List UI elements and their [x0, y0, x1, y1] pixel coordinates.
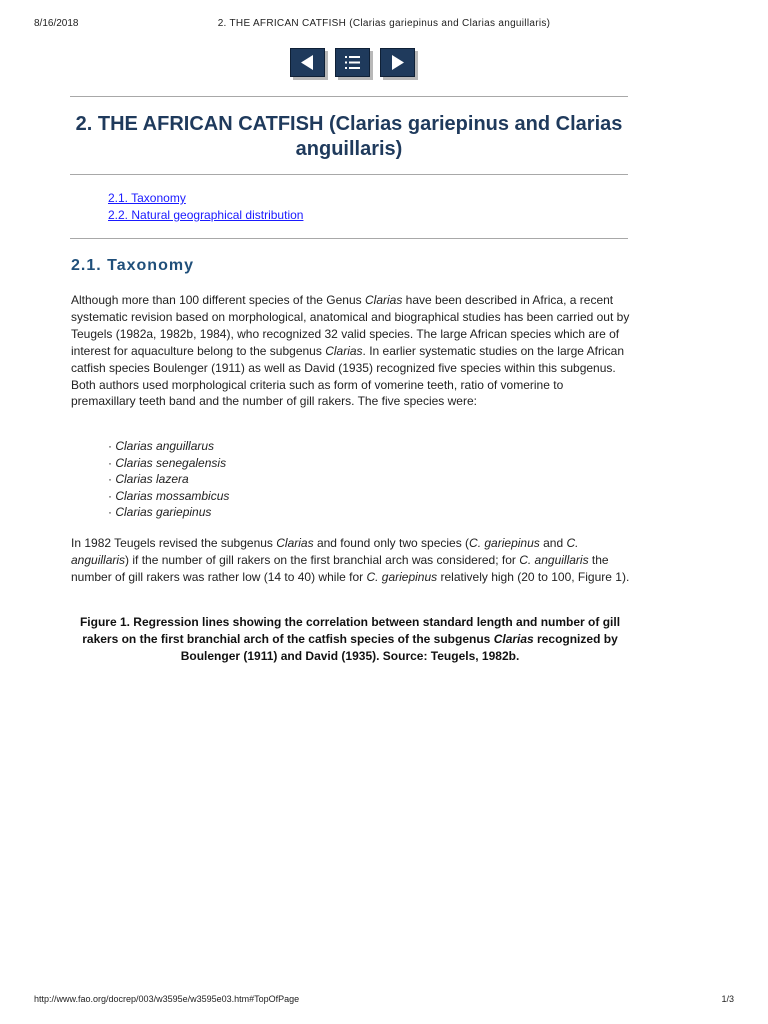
species-name: C. gariepinus	[366, 569, 438, 584]
bullet-icon: ·	[108, 472, 112, 486]
page-title: 2. THE AFRICAN CATFISH (Clarias gariepinus and Clarias anguillaris)	[75, 113, 623, 160]
list-item	[108, 455, 229, 472]
print-date: 8/16/2018	[34, 18, 79, 29]
section-heading: 2.1. Taxonomy	[71, 257, 194, 274]
text-run: and found only two species (	[313, 536, 470, 550]
genus-name: Clarias	[276, 536, 314, 550]
print-footer	[34, 994, 734, 1008]
text-run: relatively high (20 to 100, Figure 1).	[437, 569, 630, 584]
next-arrow-icon	[381, 49, 414, 76]
genus-name: Clarias	[493, 632, 534, 646]
species-name: C. anguillaris	[519, 552, 589, 567]
text-run: have been described in Africa, a recent systematic revision based on morphological, anatomical and biographical studies has been carried out by Teugels (1982a, 1982b, 1984), who recognized 32 valid species. The large African species which are of interest for aquaculture belong to the subgenus	[71, 293, 630, 358]
bullet-icon: ·	[108, 505, 112, 519]
species-name: Clarias mossambicus	[115, 488, 230, 503]
species-list	[108, 438, 229, 521]
nav-buttons	[290, 48, 414, 78]
table-of-contents-icon	[336, 49, 369, 76]
figure-caption	[76, 614, 624, 665]
text-run: the number of gill rakers was rather low (14 to 40) while for	[71, 552, 609, 584]
list-item	[108, 504, 229, 521]
species-name: Clarias gariepinus	[115, 505, 212, 519]
genus-name: Clarias	[364, 293, 403, 307]
divider	[70, 238, 628, 239]
toc-link-taxonomy[interactable]: 2.1. Taxonomy	[108, 191, 186, 205]
list-item	[108, 488, 229, 505]
bullet-icon: ·	[108, 455, 112, 470]
table-of-contents	[108, 190, 303, 224]
species-name: C. anguillaris	[71, 536, 579, 567]
revision-paragraph	[71, 535, 631, 586]
list-item	[108, 438, 229, 455]
text-run: . In earlier systematic studies on the large African catfish species Boulenger (1911) as well as David (1935) recognized five species within this subgenus. Both authors used morphological criteria such as form of vomerine teeth, ratio of vomerine to premaxillary teeth band and the number of gill rakers. The five species were:	[71, 343, 624, 409]
text-run: recognized by Boulenger (1911) and David (1935). Source: Teugels, 1982b.	[180, 632, 618, 663]
next-page-button[interactable]	[380, 48, 415, 77]
bullet-icon: ·	[108, 439, 112, 453]
divider	[70, 96, 628, 97]
text-run: ) if the number of gill rakers on the first branchial arch was considered; for	[125, 552, 520, 567]
text-run: In 1982 Teugels revised the subgenus	[71, 536, 277, 550]
taxonomy-paragraph	[71, 292, 631, 410]
list-item	[108, 471, 229, 488]
print-header	[34, 18, 734, 32]
print-title: 2. THE AFRICAN CATFISH (Clarias gariepinus and Clarias anguillaris)	[217, 18, 551, 29]
species-name: Clarias senegalensis	[115, 455, 227, 470]
bullet-icon: ·	[108, 488, 112, 503]
print-url: http://www.fao.org/docrep/003/w3595e/w3595e03.htm#TopOfPage	[34, 994, 300, 1004]
species-name: Clarias lazera	[115, 472, 189, 486]
table-of-contents-button[interactable]	[335, 48, 370, 77]
previous-arrow-icon	[291, 49, 324, 76]
text-run: and	[539, 536, 567, 550]
previous-page-button[interactable]	[290, 48, 325, 77]
divider	[70, 174, 628, 175]
genus-name: Clarias	[325, 343, 363, 358]
species-name: C. gariepinus	[469, 536, 540, 550]
species-name: Clarias anguillarus	[115, 439, 215, 453]
page-number: 1/3	[721, 994, 734, 1004]
text-run: Figure 1. Regression lines showing the correlation between standard length and number of gill rakers on the first branchial arch of the catfish species of the subgenus	[79, 615, 621, 646]
toc-link-distribution[interactable]: 2.2. Natural geographical distribution	[108, 208, 304, 222]
text-run: Although more than 100 different species of the Genus	[71, 293, 365, 307]
